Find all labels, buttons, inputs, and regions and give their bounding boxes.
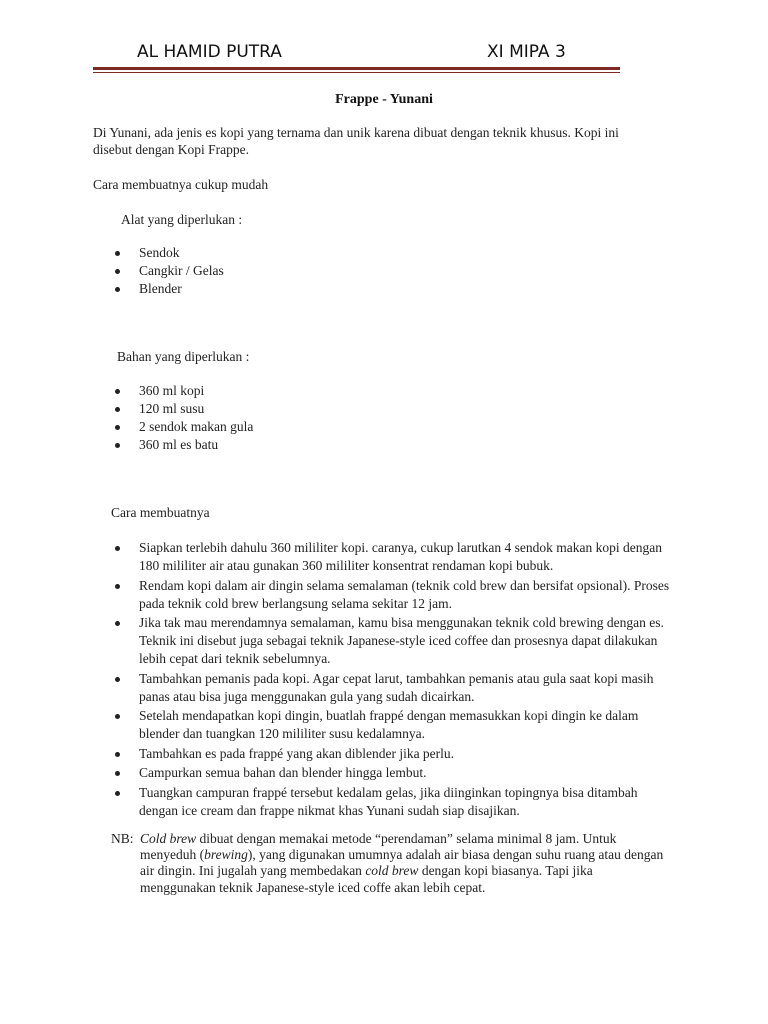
bullet-icon xyxy=(115,791,120,796)
note-block xyxy=(111,831,671,896)
note-label: NB: xyxy=(111,831,134,846)
note-term-cold-brew: Cold brew xyxy=(140,831,197,846)
ingredients-list xyxy=(111,382,253,454)
bullet-icon xyxy=(115,425,120,430)
bullet-icon xyxy=(115,584,120,589)
student-class: XI MIPA 3 xyxy=(487,42,566,62)
list-item-text: Tambahkan es pada frappé yang akan diblender jika perlu. xyxy=(139,745,455,761)
bullet-icon xyxy=(115,546,120,551)
list-item xyxy=(111,262,224,280)
bullet-icon xyxy=(115,407,120,412)
list-item xyxy=(111,539,671,575)
note-term-cold-brew: cold brew xyxy=(365,863,419,879)
bullet-icon xyxy=(115,771,120,776)
bullet-icon xyxy=(115,269,120,274)
list-item xyxy=(111,670,671,706)
note-text-part: dibuat dengan memakai metode “perendaman” selama minimal 8 jam. Untuk menyeduh ( xyxy=(140,831,617,863)
list-item-text: 360 ml kopi xyxy=(139,383,205,398)
header-rule-thin xyxy=(93,72,620,73)
list-item-text: Tambahkan pemanis pada kopi. Agar cepat larut, tambahkan pemanis atau gula saat kopi masih panas atau bisa juga menggunakan gula yang sudah dicairkan. xyxy=(139,670,654,704)
list-item xyxy=(111,244,224,262)
bullet-icon xyxy=(115,251,120,256)
note-term-brewing: brewing xyxy=(204,847,248,863)
list-item xyxy=(111,418,253,436)
steps-heading: Cara membuatnya xyxy=(111,505,210,520)
steps-list xyxy=(111,539,671,821)
bullet-icon xyxy=(115,621,120,626)
student-name: AL HAMID PUTRA xyxy=(137,42,282,62)
bullet-icon xyxy=(115,389,120,394)
list-item xyxy=(111,382,253,400)
list-item xyxy=(111,745,671,763)
list-item xyxy=(111,436,253,454)
list-item-text: Siapkan terlebih dahulu 360 mililiter kopi. caranya, cukup larutkan 4 sendok makan kopi dengan 180 mililiter air atau gunakan 360 mililiter konsentrat rendaman kopi bubuk. xyxy=(139,540,662,573)
list-item xyxy=(111,577,671,613)
note-text xyxy=(111,831,671,896)
list-item-text: Tuangkan campuran frappé tersebut kedalam gelas, jika diinginkan topingnya bisa ditambah dengan ice cream dan frappe nikmat khas Yunani sudah siap disajikan. xyxy=(139,784,638,818)
list-item xyxy=(111,764,671,782)
list-item-text: Blender xyxy=(139,281,182,296)
tools-heading: Alat yang diperlukan : xyxy=(121,212,243,227)
bullet-icon xyxy=(115,677,120,682)
list-item-text: Campurkan semua bahan dan blender hingga lembut. xyxy=(139,765,427,780)
bullet-icon xyxy=(115,752,120,757)
bullet-icon xyxy=(115,714,120,719)
list-item-text: Rendam kopi dalam air dingin selama semalaman (teknik cold brew dan bersifat opsional). Proses pada teknik cold brew berlangsung selama sekitar 12 jam. xyxy=(139,577,670,611)
method-intro: Cara membuatnya cukup mudah xyxy=(93,177,269,192)
document-title: Frappe - Yunani xyxy=(335,92,433,107)
list-item xyxy=(111,614,671,668)
note-text-part: dengan kopi biasanya. Tapi jika menggunakan teknik Japanese-style iced coffe akan lebih cepat. xyxy=(140,863,593,895)
tools-list xyxy=(111,244,224,298)
list-item xyxy=(111,707,671,743)
list-item-text: 120 ml susu xyxy=(139,401,205,416)
intro-paragraph: Di Yunani, ada jenis es kopi yang ternama dan unik karena dibuat dengan teknik khusus. Kopi ini disebut dengan Kopi Frappe. xyxy=(93,125,619,157)
list-item-text: 2 sendok makan gula xyxy=(139,419,254,434)
list-item-text: Jika tak mau merendamnya semalaman, kamu bisa menggunakan teknik cold brewing dengan es. Teknik ini disebut juga sebagai teknik Japanese-style iced coffee dan prosesnya dapat dilakukan lebih cepat dari teknik sebelumnya. xyxy=(139,615,664,666)
header-rule-thick xyxy=(93,67,620,70)
list-item xyxy=(111,400,253,418)
list-item-text: Sendok xyxy=(139,245,180,260)
ingredients-heading: Bahan yang diperlukan : xyxy=(117,349,250,364)
list-item xyxy=(111,784,671,820)
list-item xyxy=(111,280,224,298)
list-item-text: Setelah mendapatkan kopi dingin, buatlah frappé dengan memasukkan kopi dingin ke dalam blender dan tuangkan 120 mililiter susu kedalamnya. xyxy=(139,708,639,741)
bullet-icon xyxy=(115,287,120,292)
list-item-text: 360 ml es batu xyxy=(139,437,219,452)
list-item-text: Cangkir / Gelas xyxy=(139,263,224,278)
bullet-icon xyxy=(115,443,120,448)
note-text-part: ), yang digunakan umumnya adalah air biasa dengan suhu ruang atau dengan air dingin. Ini jugalah yang membedakan xyxy=(140,847,664,879)
